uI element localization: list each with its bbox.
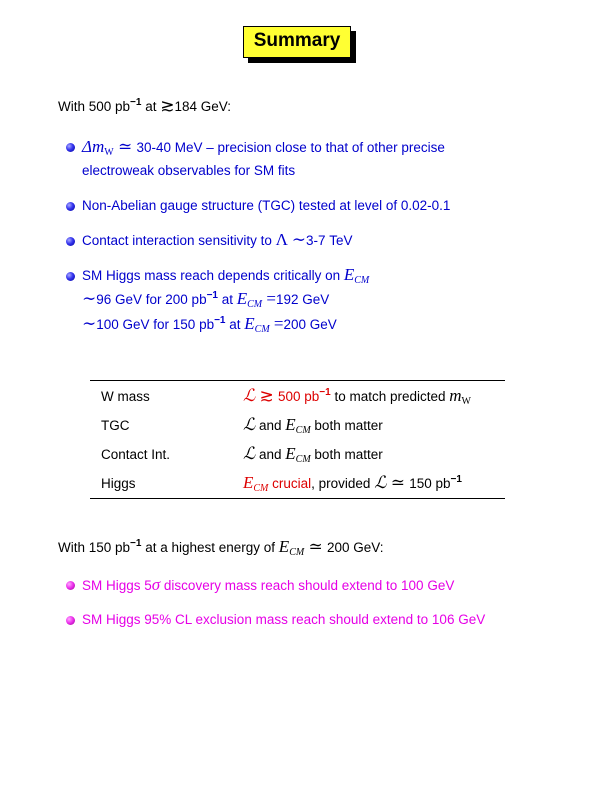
bullet-icon xyxy=(66,581,75,590)
table-top-rule xyxy=(90,380,505,381)
table-row-value xyxy=(243,446,383,465)
intro-rel: ≳ xyxy=(160,96,175,115)
row-4-value: 150 pb xyxy=(409,476,451,491)
intro-sup: −1 xyxy=(130,97,142,108)
ecm-symbol: E xyxy=(285,444,296,463)
row-2-and: and xyxy=(255,418,286,433)
outro-line xyxy=(58,539,383,558)
bullet-1-line-2 xyxy=(82,163,295,179)
bullet-2-line xyxy=(82,198,450,214)
delta-mw-symbol: Δm xyxy=(82,137,105,156)
table-row-label: Higgs xyxy=(101,476,136,491)
bullet-3-rel: ∼ xyxy=(287,230,306,249)
bullet-icon xyxy=(66,272,75,281)
ecm-symbol: E xyxy=(278,537,290,556)
bullet-4-line-1 xyxy=(82,267,369,286)
row-1-value: 500 pb xyxy=(278,389,320,404)
row-1-rel: ≳ xyxy=(255,386,278,405)
higgs-bullet-1-pre: SM Higgs 5 xyxy=(82,578,152,593)
row-3-and: and xyxy=(255,447,286,462)
bullet-4-l3-at: at xyxy=(225,317,245,332)
mw-sub: W xyxy=(461,396,471,407)
bullet-4-l2-val: 192 GeV xyxy=(275,292,330,307)
bullet-4-l3-sup: −1 xyxy=(214,315,226,326)
luminosity-symbol: ℒ xyxy=(243,386,256,405)
page-title: Summary xyxy=(243,26,351,58)
bullet-3-text: Contact interaction sensitivity to xyxy=(82,233,276,248)
row-4-rel: ≃ xyxy=(386,473,410,492)
ecm-symbol: E xyxy=(243,473,254,492)
bullet-1-line-1 xyxy=(82,139,445,158)
table-row-value xyxy=(243,388,471,407)
outro-mid: at a highest energy of xyxy=(141,540,279,555)
table-row-label: TGC xyxy=(101,418,130,433)
delta-mw-sub: W xyxy=(104,147,114,158)
bullet-icon xyxy=(66,202,75,211)
outro-sup: −1 xyxy=(130,538,142,549)
bullet-4-line-3 xyxy=(82,316,337,335)
outro-rel: ≃ xyxy=(304,537,327,556)
bullet-4-l2-at: at xyxy=(217,292,237,307)
intro-suffix: 184 GeV: xyxy=(174,99,232,114)
row-2-tail: both matter xyxy=(310,418,383,433)
luminosity-symbol: ℒ xyxy=(374,473,387,492)
luminosity-symbol: ℒ xyxy=(243,415,256,434)
bullet-1-rel: ≃ xyxy=(113,137,137,156)
higgs-bullet-1-line xyxy=(82,577,454,594)
bullet-4-l2-eq: = xyxy=(262,289,276,308)
bullet-4-l2-sup: −1 xyxy=(206,290,218,301)
table-row-value xyxy=(243,417,383,436)
sigma-symbol: σ xyxy=(151,575,161,594)
table-bottom-rule xyxy=(90,498,505,499)
ecm-sub: CM xyxy=(253,483,269,494)
row-1-text: to match predicted xyxy=(330,389,450,404)
ecm-sub: CM xyxy=(289,547,305,558)
bullet-3-line xyxy=(82,232,353,249)
intro-line xyxy=(58,98,231,117)
bullet-icon xyxy=(66,616,75,625)
bullet-2-text: Non-Abelian gauge structure (TGC) tested at level of 0.02-0.1 xyxy=(82,198,451,213)
bullet-1-text-2: electroweak observables for SM fits xyxy=(82,163,296,178)
outro-prefix: With 150 pb xyxy=(58,540,131,555)
ecm-sub: CM xyxy=(354,275,370,286)
higgs-bullet-2-line xyxy=(82,612,485,628)
lambda-symbol: Λ xyxy=(275,230,288,249)
bullet-icon xyxy=(66,237,75,246)
table-row-label: W mass xyxy=(101,389,150,404)
bullet-4-l3-eq: = xyxy=(269,314,284,333)
table-row-label: Contact Int. xyxy=(101,447,171,462)
bullet-4-l2-rel: ∼ xyxy=(82,289,97,308)
mw-symbol: m xyxy=(449,386,462,405)
row-4-provided: , provided xyxy=(311,476,375,491)
table-row-value xyxy=(243,475,462,494)
ecm-symbol: E xyxy=(285,415,296,434)
bullet-4-l3-rel: ∼ xyxy=(82,314,97,333)
intro-prefix: With 500 pb xyxy=(58,99,131,114)
row-4-crucial: crucial xyxy=(268,476,312,491)
higgs-bullet-2-text: SM Higgs 95% CL exclusion mass reach should extend to 106 GeV xyxy=(82,612,486,627)
bullet-4-l3-val: 200 GeV xyxy=(283,317,337,332)
bullet-4-line-2 xyxy=(82,291,329,310)
bullet-4-text: SM Higgs mass reach depends critically on xyxy=(82,268,344,283)
row-3-tail: both matter xyxy=(310,447,383,462)
luminosity-symbol: ℒ xyxy=(243,444,256,463)
intro-mid: at xyxy=(141,99,161,114)
row-4-sup: −1 xyxy=(450,474,462,485)
bullet-4-l3-text: 100 GeV for 150 pb xyxy=(96,317,215,332)
bullet-3-tail: 3-7 TeV xyxy=(305,233,353,248)
ecm-sub: CM xyxy=(295,425,311,436)
ecm-symbol: E xyxy=(244,314,255,333)
row-1-sup: −1 xyxy=(319,387,331,398)
ecm-symbol: E xyxy=(236,289,248,308)
outro-suffix: 200 GeV: xyxy=(326,540,384,555)
ecm-sub: CM xyxy=(247,299,263,310)
bullet-4-l2-text: 96 GeV for 200 pb xyxy=(96,292,207,307)
ecm-sub: CM xyxy=(295,454,311,465)
bullet-1-text: 30-40 MeV – precision close to that of other precise xyxy=(136,140,445,155)
ecm-sub: CM xyxy=(254,324,270,335)
higgs-bullet-1-post: discovery mass reach should extend to 100 GeV xyxy=(160,578,455,593)
ecm-symbol: E xyxy=(343,265,355,284)
bullet-icon xyxy=(66,143,75,152)
